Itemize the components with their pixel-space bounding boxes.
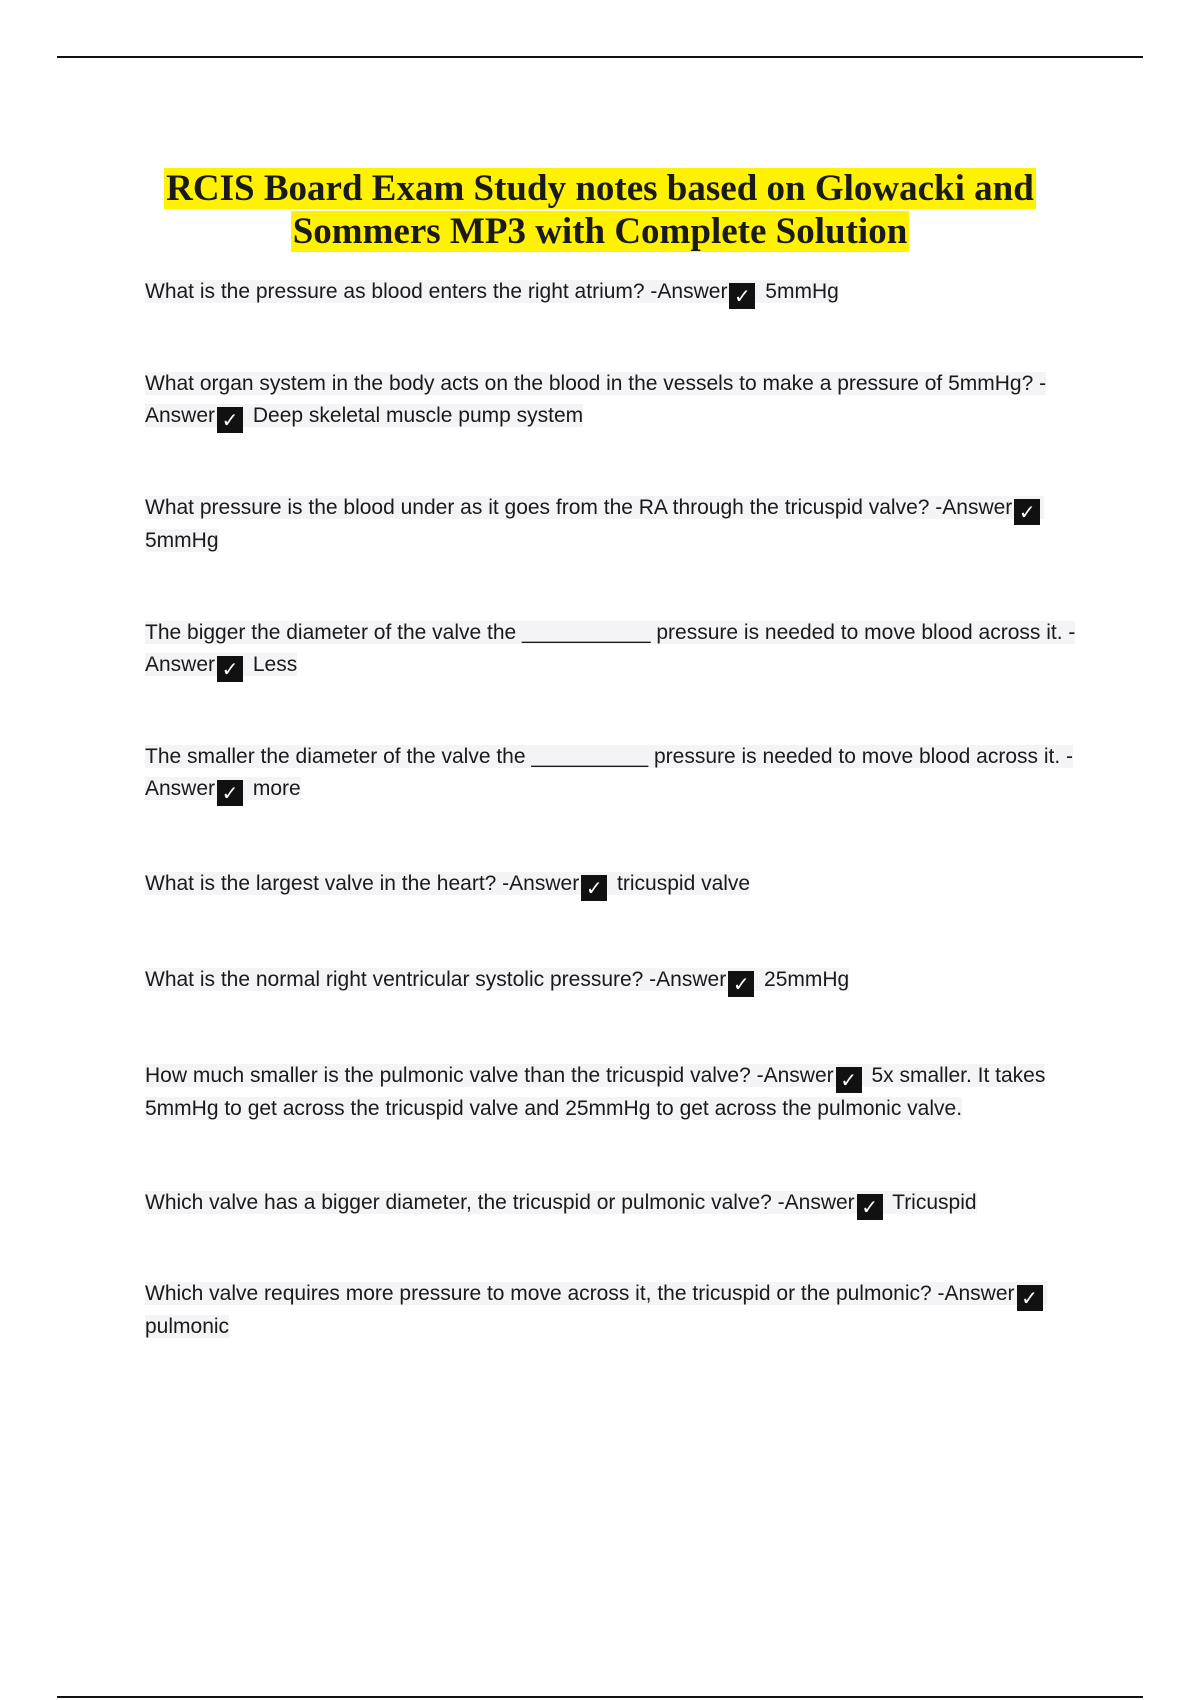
document-title <box>100 167 1100 253</box>
answer-text: Less <box>252 653 298 676</box>
question-text: Which valve has a bigger diameter, the tricuspid or pulmonic valve? -Answer <box>145 1191 855 1214</box>
qa-item <box>145 368 1090 433</box>
qa-item <box>145 964 1090 997</box>
question-text: Which valve requires more pressure to move across it, the tricuspid or the pulmonic? -Answer <box>145 1282 1015 1305</box>
question-text: What is the pressure as blood enters the right atrium? -Answer <box>145 280 728 303</box>
check-box-icon: ✓ <box>581 875 607 901</box>
question-text: What is the normal right ventricular systolic pressure? -Answer <box>145 968 727 991</box>
qa-item <box>145 276 1090 309</box>
question-text: The bigger the diameter of the valve the ___________ pressure is needed to move blood across it. -Answer <box>145 621 1076 676</box>
question-text: What is the largest valve in the heart? -Answer <box>145 872 580 895</box>
answer-text: more <box>252 777 301 800</box>
check-box-icon: ✓ <box>1017 1285 1043 1311</box>
answer-text: 25mmHg <box>764 968 850 991</box>
answer-text: Tricuspid <box>892 1191 977 1214</box>
question-text: The smaller the diameter of the valve the __________ pressure is needed to move blood across it. -Answer <box>145 745 1074 800</box>
title-line-1: RCIS Board Exam Study notes based on Glowacki and <box>166 167 1034 209</box>
qa-item <box>145 1278 1090 1343</box>
check-box-icon: ✓ <box>857 1194 883 1220</box>
question-text: What organ system in the body acts on the blood in the vessels to make a pressure of 5mmHg? -Answer <box>145 372 1047 427</box>
check-box-icon: ✓ <box>728 971 754 997</box>
question-text: What pressure is the blood under as it goes from the RA through the tricuspid valve? -Answer <box>145 496 1013 519</box>
check-box-icon: ✓ <box>836 1067 862 1093</box>
qa-list <box>145 276 1090 1343</box>
check-box-icon: ✓ <box>217 656 243 682</box>
answer-text: pulmonic <box>145 1315 230 1338</box>
qa-item <box>145 1060 1090 1125</box>
answer-text: Deep skeletal muscle pump system <box>252 404 584 427</box>
title-line-2: Sommers MP3 with Complete Solution <box>292 210 908 252</box>
qa-item <box>145 868 1090 901</box>
answer-text: 5mmHg <box>145 529 219 552</box>
qa-item <box>145 492 1090 557</box>
check-box-icon: ✓ <box>729 283 755 309</box>
answer-text: tricuspid valve <box>617 872 751 895</box>
page-bottom-rule <box>57 1696 1143 1698</box>
qa-item <box>145 741 1090 806</box>
qa-item <box>145 617 1090 682</box>
question-text: How much smaller is the pulmonic valve than the tricuspid valve? -Answer <box>145 1064 834 1087</box>
answer-text: 5x smaller. It takes 5mmHg to get across the tricuspid valve and 25mmHg to get across the pulmonic valve. <box>145 1064 1046 1120</box>
check-box-icon: ✓ <box>217 407 243 433</box>
check-box-icon: ✓ <box>217 780 243 806</box>
answer-text: 5mmHg <box>765 280 839 303</box>
check-box-icon: ✓ <box>1014 499 1040 525</box>
page-top-rule <box>57 56 1143 58</box>
qa-item <box>145 1187 1090 1220</box>
